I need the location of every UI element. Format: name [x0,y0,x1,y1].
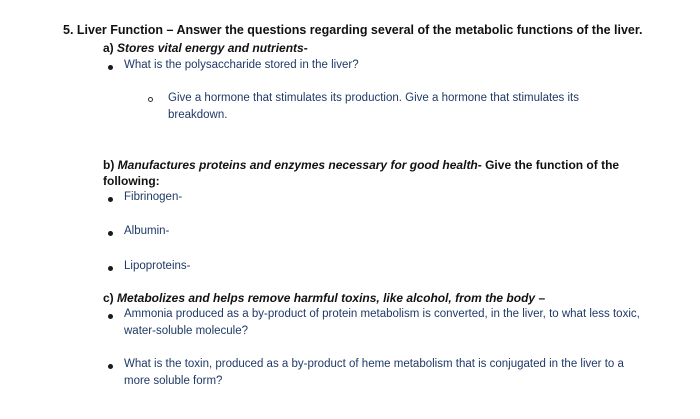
section-b-bullet-3: Lipoproteins- [124,260,191,272]
bullet-dot [108,266,113,271]
section-c-heading [103,290,663,306]
section-a-title: Stores vital energy and nutrients [117,41,304,55]
section-c-suffix: – [535,291,546,305]
section-b-heading [103,157,643,189]
section-c-bullet-1: Ammonia produced as a by-product of protein metabolism is converted, in the liver, to what less toxic, water-soluble molecule? [124,308,640,337]
question-title: 5. Liver Function – Answer the questions regarding several of the metabolic functions of the liver. [63,23,643,37]
section-a-prefix: a) [103,41,118,55]
bullet-dot [108,65,113,70]
sub-bullet-circle [148,97,153,102]
section-b-bullet-1: Fibrinogen- [124,191,183,203]
section-c-bullet-2: What is the toxin, produced as a by-product of heme metabolism that is conjugated in the liver to a more soluble form? [124,358,624,387]
section-b-bullet-2: Albumin- [124,225,170,237]
bullet-dot [108,231,113,236]
section-b-title: Manufactures proteins and enzymes necessary for good health [117,158,478,172]
section-c-prefix: c) [103,291,118,305]
bullet-dot [108,364,113,369]
section-a-heading [103,40,663,56]
bullet-dot [108,314,113,319]
section-a-suffix: - [303,41,308,55]
section-b-suffix: - Give the function of the following: [103,158,620,188]
bullet-dot [108,197,113,202]
section-a-bullet-1: What is the polysaccharide stored in the liver? [124,59,359,71]
section-c-title: Metabolizes and helps remove harmful toxins, like alcohol, from the body [117,291,536,305]
section-a-sub-bullet-1: Give a hormone that stimulates its production. Give a hormone that stimulates its breakdown. [168,92,579,121]
section-b-prefix: b) [103,158,118,172]
